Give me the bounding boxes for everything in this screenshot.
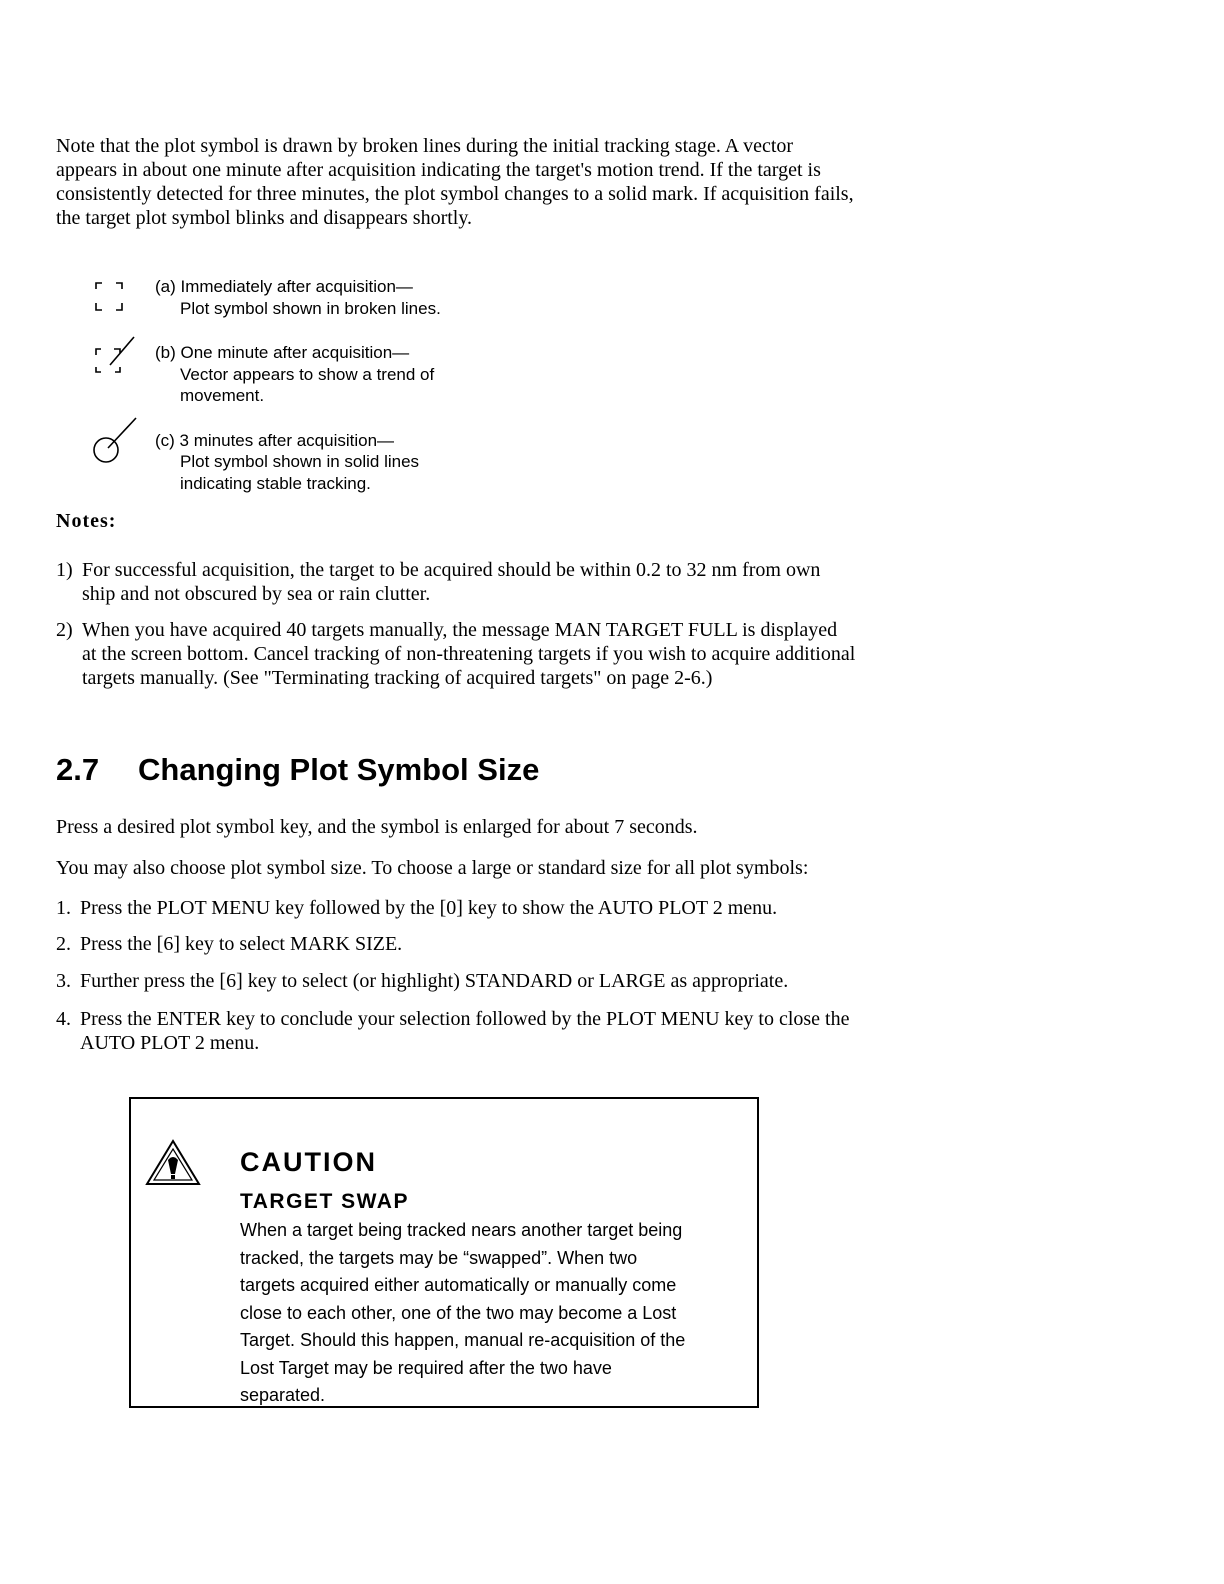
note-item (56, 558, 1016, 606)
step-number: 3. (56, 970, 71, 992)
note-text (82, 618, 855, 690)
notes-heading: Notes: (56, 510, 117, 532)
step-text (80, 1007, 849, 1055)
section-heading (56, 750, 539, 790)
section-paragraph: Press a desired plot symbol key, and the symbol is enlarged for about 7 seconds. (56, 816, 698, 838)
caution-line: close to each other, one of the two may become a Lost (240, 1302, 677, 1323)
note-item (56, 618, 1016, 690)
step-item (56, 1007, 1016, 1055)
step-line: Press the ENTER key to conclude your selection followed by the PLOT MENU key to close the (80, 1008, 850, 1030)
step-line: AUTO PLOT 2 menu. (80, 1032, 260, 1054)
step-item (56, 969, 1016, 993)
stage-b-desc-line: Vector appears to show a trend of (180, 365, 435, 384)
broken-square-vector-icon (94, 333, 154, 375)
stage-a-desc: Plot symbol shown in broken lines. (180, 299, 441, 318)
stage-c-desc-line: Plot symbol shown in solid lines (180, 452, 420, 471)
note-number: 1) (56, 559, 73, 581)
intro-line: consistently detected for three minutes, the plot symbol changes to a solid mark. If acquisition fails, (56, 183, 854, 205)
intro-line: Note that the plot symbol is drawn by broken lines during the initial tracking stage. A vector (56, 135, 794, 157)
note-line: targets manually. (See "Terminating tracking of acquired targets" on page 2-6.) (82, 667, 713, 689)
intro-line: appears in about one minute after acquisition indicating the target's motion trend. If the target is (56, 159, 821, 181)
step-number: 1. (56, 897, 71, 919)
stage-a-label: (a) Immediately after acquisition— (155, 277, 413, 296)
step-line: Press the [6] key to select MARK SIZE. (80, 933, 403, 955)
caution-line: When a target being tracked nears another target being (240, 1220, 683, 1240)
note-line: When you have acquired 40 targets manually, the message MAN TARGET FULL is displayed (82, 619, 838, 641)
caution-line: targets acquired either automatically or manually come (240, 1275, 677, 1295)
step-text (80, 932, 402, 956)
caution-line: Lost Target may be required after the two have (240, 1357, 612, 1378)
intro-paragraph (56, 134, 1006, 230)
caution-body (240, 1217, 758, 1410)
solid-circle-vector-icon (86, 412, 142, 468)
step-line: Press the PLOT MENU key followed by the [0] key to show the AUTO PLOT 2 menu. (80, 897, 778, 919)
step-number: 4. (56, 1008, 71, 1030)
intro-line: the target plot symbol blinks and disappears shortly. (56, 207, 473, 229)
note-line: ship and not obscured by sea or rain clutter. (82, 583, 431, 605)
stage-c-label: (c) 3 minutes after acquisition— (155, 431, 395, 450)
note-line: at the screen bottom. Cancel tracking of non-threatening targets if you wish to acquire additional (82, 643, 856, 665)
stage-b-label: (b) One minute after acquisition— (155, 343, 410, 362)
caution-triangle-icon (144, 1138, 202, 1188)
step-item (56, 896, 1016, 920)
caution-line: tracked, the targets may be “swapped”. When two (240, 1247, 638, 1268)
stage-c-desc-line: indicating stable tracking. (180, 474, 371, 493)
section-paragraph: You may also choose plot symbol size. To choose a large or standard size for all plot symbols: (56, 857, 809, 879)
caution-title: CAUTION (240, 1147, 377, 1177)
section-number: 2.7 (56, 752, 100, 787)
caution-subtitle: TARGET SWAP (240, 1190, 409, 1213)
step-text (80, 969, 788, 993)
step-number: 2. (56, 933, 71, 955)
note-line: For successful acquisition, the target to be acquired should be within 0.2 to 32 nm from own (82, 559, 821, 581)
caution-line: separated. (240, 1385, 326, 1405)
step-text (80, 896, 777, 920)
note-number: 2) (56, 619, 73, 641)
step-item (56, 932, 1016, 956)
note-text (82, 558, 820, 606)
stage-b-desc-line: movement. (180, 386, 265, 405)
section-title: Changing Plot Symbol Size (138, 752, 540, 787)
broken-square-icon (94, 280, 134, 314)
step-line: Further press the [6] key to select (or highlight) STANDARD or LARGE as appropriate. (80, 970, 789, 992)
caution-line: Target. Should this happen, manual re-acquisition of the (240, 1330, 686, 1350)
